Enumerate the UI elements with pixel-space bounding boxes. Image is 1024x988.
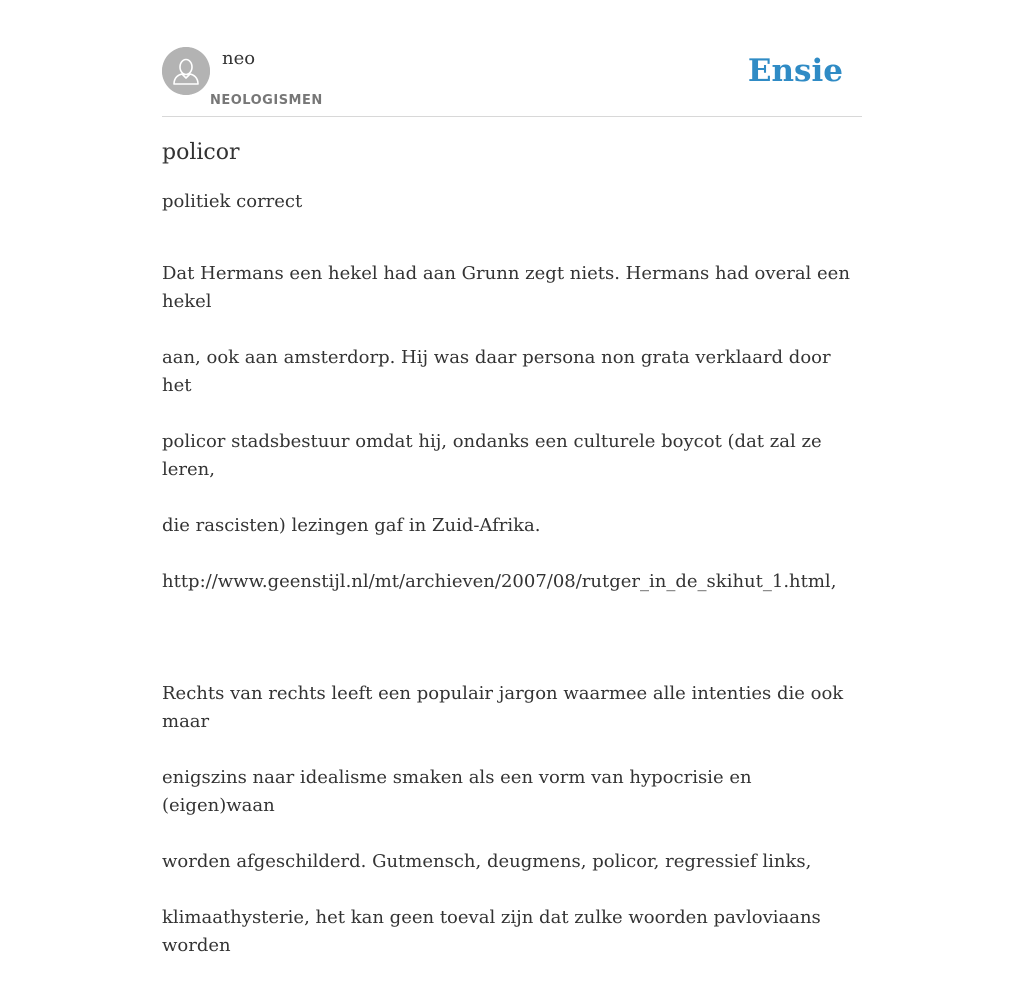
example-line: die rascisten) lezingen gaf in Zuid-Afrika. xyxy=(162,515,541,536)
entry-header xyxy=(162,46,862,117)
entry-title: policor xyxy=(162,140,240,165)
category-label[interactable]: NEOLOGISMEN xyxy=(210,93,323,108)
entry-definition: politiek correct xyxy=(162,191,303,212)
example-line: Dat Hermans een hekel had aan Grunn zegt niets. Hermans had overal een hekel xyxy=(162,263,850,312)
example-line: klimaathysterie, het kan geen toeval zijn dat zulke woorden pavloviaans worden xyxy=(162,907,821,956)
brand-logo[interactable]: Ensie xyxy=(747,53,843,89)
example-line: policor stadsbestuur omdat hij, ondanks een culturele boycot (dat zal ze leren, xyxy=(162,431,822,480)
example-link[interactable]: http://www.geenstijl.nl/mt/archieven/2007/08/rutger_in_de_skihut_1.html, xyxy=(162,571,837,592)
user-silhouette-icon xyxy=(162,47,210,95)
entry-example xyxy=(162,232,862,988)
example-line: worden afgeschilderd. Gutmensch, deugmens, policor, regressief links, xyxy=(162,851,812,872)
example-line: Rechts van rechts leeft een populair jargon waarmee alle intenties die ook maar xyxy=(162,683,844,732)
example-line: aan, ook aan amsterdorp. Hij was daar persona non grata verklaard door het xyxy=(162,347,831,396)
entry-content xyxy=(162,136,862,988)
example-line: enigszins naar idealisme smaken als een vorm van hypocrisie en (eigen)waan xyxy=(162,767,752,816)
paragraph-gap xyxy=(162,624,862,652)
avatar[interactable] xyxy=(162,47,210,95)
username-link[interactable]: neo xyxy=(222,48,256,69)
